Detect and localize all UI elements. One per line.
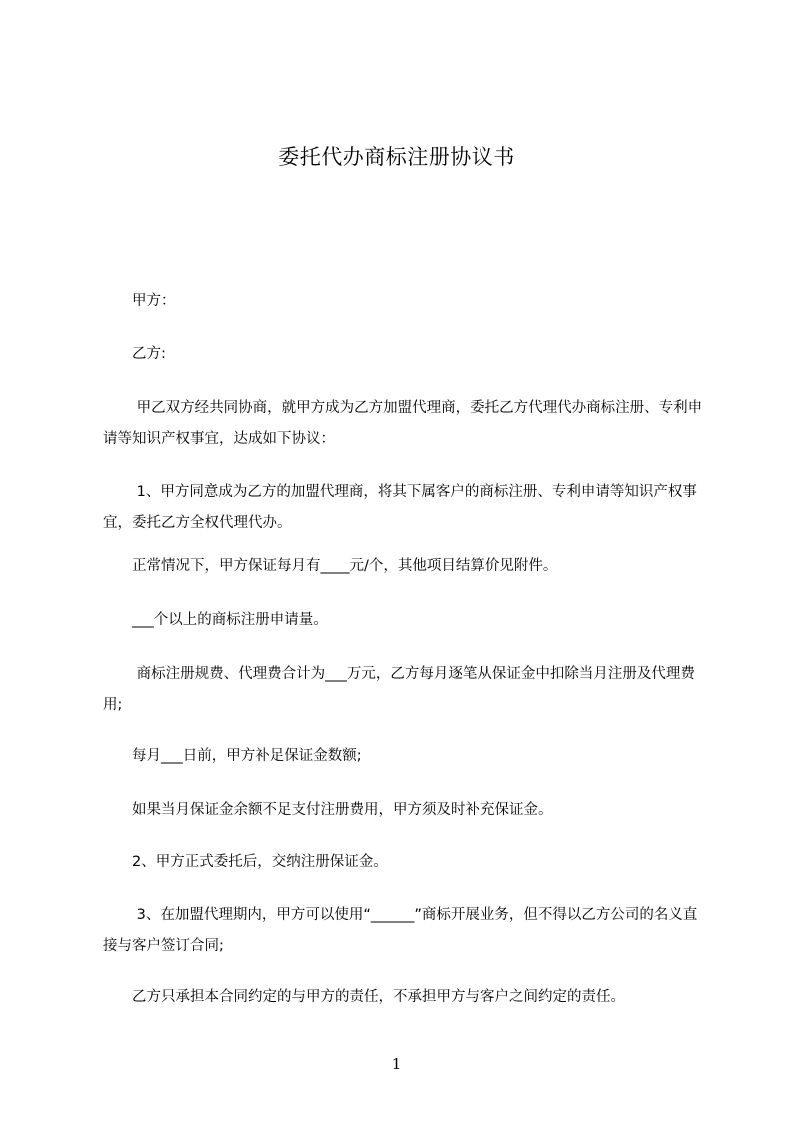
party-a-line: 甲方： [103,293,176,309]
application-volume-paragraph: ___个以上的商标注册申请量。 [103,612,328,628]
clause-3-paragraph: 3、在加盟代理期内，甲方可以使用“______”商标开展业务，但不得以乙方公司的名义直接与客户签订合同; [103,907,698,954]
fees-paragraph: 商标注册规费、代理费合计为___万元，乙方每月逐笔从保证金中扣除当月注册及代理费用; [103,666,695,713]
page-number: 1 [391,1055,402,1073]
party-b-line: 乙方: [103,346,166,362]
deposit-topup-paragraph: 每月___日前，甲方补足保证金数额; [103,748,362,764]
clause-1-paragraph: 1、甲方同意成为乙方的加盟代理商，将其下属客户的商标注册、专利申请等知识产权事宜，委托乙方全权代理代办。 [103,484,697,531]
document-title: 委托代办商标注册协议书 [278,145,515,169]
liability-paragraph: 乙方只承担本合同约定的与甲方的责任，不承担甲方与客户之间约定的责任。 [103,989,625,1005]
monthly-guarantee-paragraph: 正常情况下，甲方保证每月有____元/个，其他项目结算价见附件。 [103,558,558,574]
intro-paragraph: 甲乙双方经共同协商，就甲方成为乙方加盟代理商，委托乙方代理代办商标注册、专利申请等知识产权事宜，达成如下协议： [103,400,703,447]
clause-2-paragraph: 2、甲方正式委托后，交纳注册保证金。 [103,854,388,870]
insufficient-balance-paragraph: 如果当月保证金余额不足支付注册费用，甲方须及时补充保证金。 [103,802,553,818]
